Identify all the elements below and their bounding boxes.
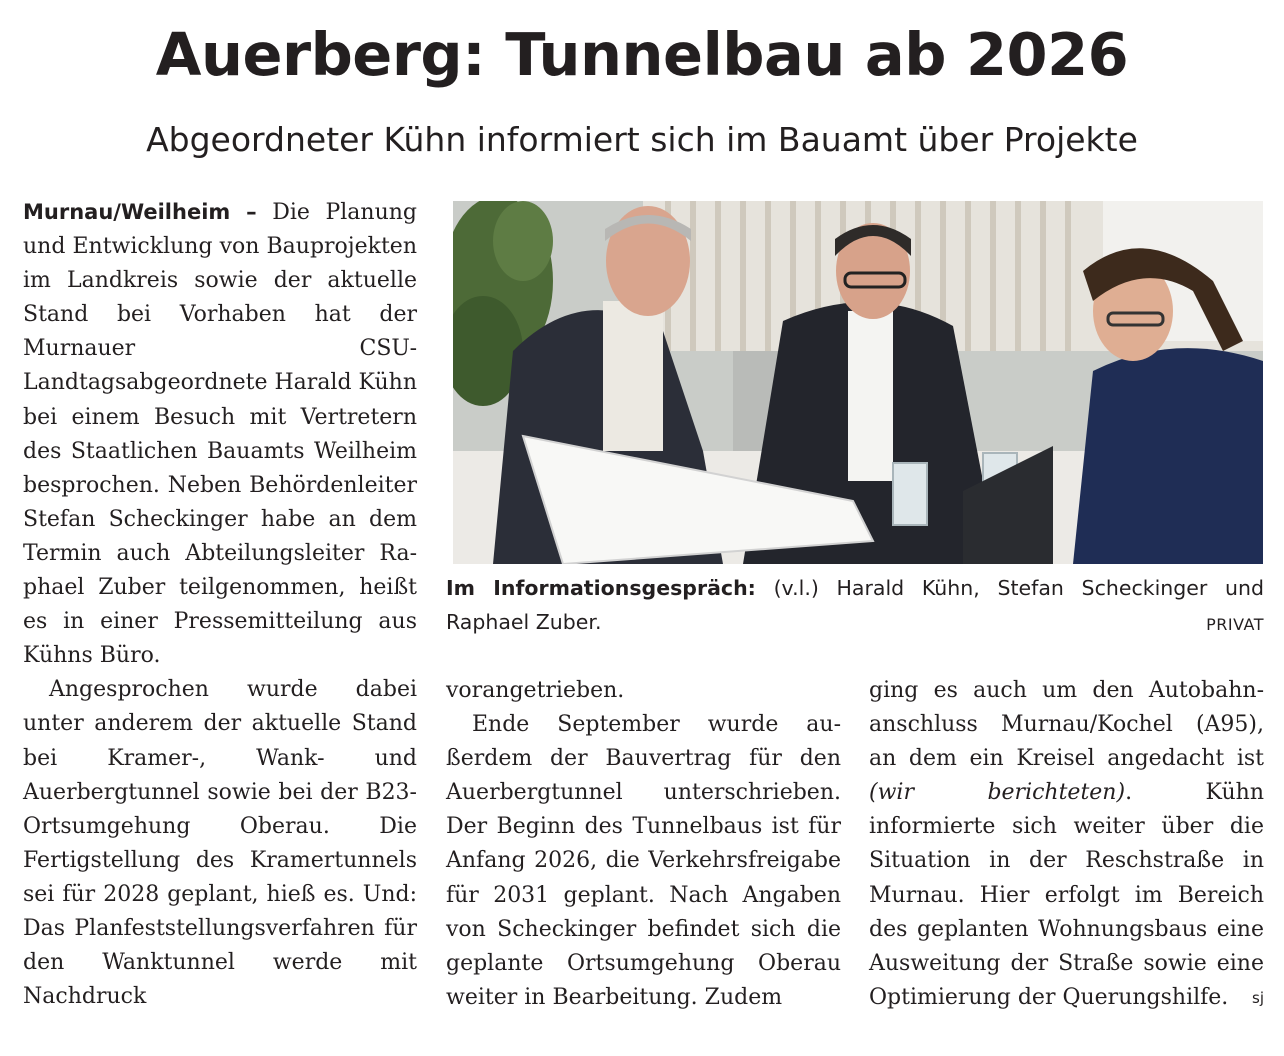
paragraph-3-text-b: . Kühn informierte sich weiter über die Situation in der Reschstraße in Murnau. Hier erfolgt im Bereich des geplanten Wohnungsbaus eine Ausweitung der Straße sowie eine Optimierung der Querungshilfe. [869,780,1264,1010]
photo-caption [446,571,1264,639]
photo-credit: PRIVAT [1206,615,1264,634]
caption-lead: Im Informationsgespräch: [446,576,756,600]
article-column-2 [446,674,841,1015]
meeting-photo-illustration [453,201,1263,564]
article-column-1 [23,195,417,1014]
paragraph-1-text: Die Planung und Entwicklung von Bauprojekten im Landkreis sowie der aktuelle Stand bei Vorhaben hat der Murnauer CSU-Landtagsabgeordnete Harald Kühn bei einem Besuch mit Vertretern des Staatlichen Bauamts Weilheim besprochen. Neben Behördenleiter Stefan Scheckinger habe an dem Termin auch Abteilungsleiter Raphael Zuber teilgenommen, heißt es in einer Pressemitteilung aus Kühns Büro. [23,200,418,669]
paragraph-3-text-a: ging es auch um den Autobahnanschluss Murnau/Kochel (A95), an dem ein Kreisel angedacht ist [869,678,1264,772]
dateline: Murnau/Weilheim – [23,200,257,224]
author-initials: sj [1252,988,1264,1007]
paragraph-2-continuation: vorangetrieben. [446,678,625,703]
article-paragraph-1 [23,195,417,673]
reference-note: (wir berichteten) [869,780,1126,806]
article-column-3 [869,674,1264,1015]
article-paragraph-2: Angesprochen wurde dabei unter anderem der aktuelle Stand bei Kramer-, Wank- und Auerbergtunnel sowie bei der B23-Ortsumgehung Oberau. Die Fertigstellung des Kramertunnels sei für 2028 geplant, hieß es. Und: Das Planfeststellungsverfahren für den Wanktunnel werde mit Nachdruck [23,677,417,1010]
article-photo [453,201,1263,564]
article-paragraph-3: Ende September wurde außerdem der Bauvertrag für den Auerbergtunnel unterschrieben. Der Beginn des Tunnelbaus ist für Anfang 2026, die Verkehrsfreigabe für 2031 geplant. Nach Angaben von Scheckinger befindet sich die geplante Ortsumgehung Oberau weiter in Bearbeitung. Zudem [446,712,841,1010]
caption-text: (v.l.) Harald Kühn, Stefan Scheckinger und Raphael Zuber. [446,576,1264,634]
paragraph-3-continuation [869,674,1264,1015]
headline: Auerberg: Tunnelbau ab 2026 [155,20,1129,89]
subheadline: Abgeordneter Kühn informiert sich im Bauamt über Projekte [146,120,1138,159]
